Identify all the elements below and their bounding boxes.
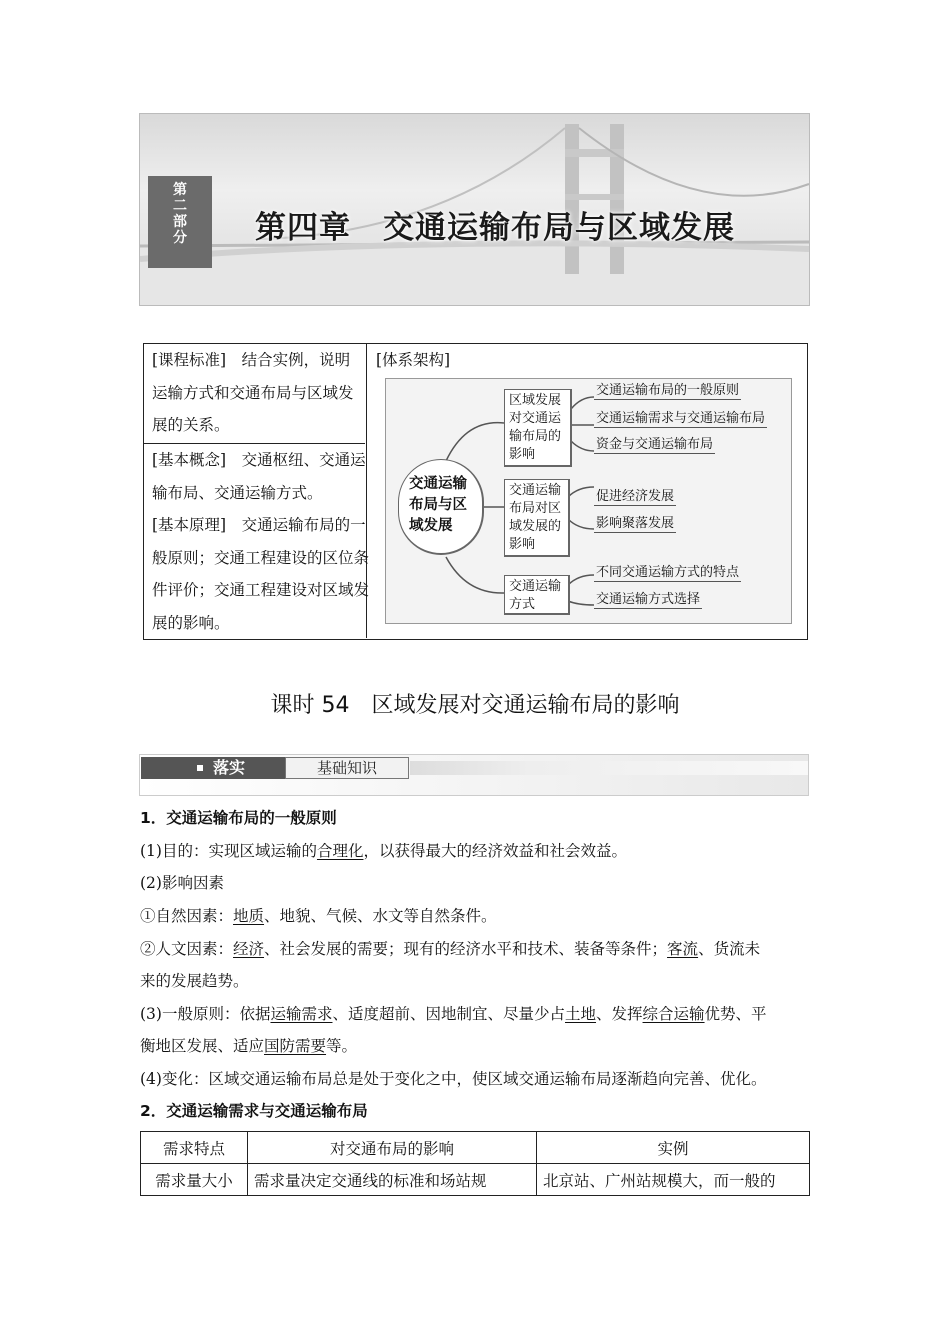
leaf-mode-characteristics: 不同交通运输方式的特点 bbox=[596, 565, 740, 580]
section-stripe bbox=[410, 761, 808, 775]
table-header-row bbox=[141, 1132, 810, 1164]
standard-text: 结合实例，说明运输方式和交通布局与区域发展的关系。 bbox=[152, 351, 354, 434]
leaf-general-principle: 交通运输布局的一般原则 bbox=[596, 383, 740, 398]
paragraph-human-factors-cont: 来的发展趋势。 bbox=[140, 972, 249, 990]
blank-answer: 综合运输 bbox=[642, 1005, 705, 1023]
chapter-banner bbox=[139, 113, 810, 306]
table-row bbox=[141, 1164, 810, 1196]
course-standard-cell bbox=[144, 344, 365, 444]
heading-general-principles: 1．交通运输布局的一般原则 bbox=[140, 809, 337, 827]
table-cell: 需求量大小 bbox=[141, 1164, 248, 1196]
paragraph-human-factors: ②人文因素：经济、社会发展的需要；现有的经济水平和技术、装备等条件；客流、货流未 bbox=[140, 940, 761, 958]
branch-transport-mode-node: 交通运输方式 bbox=[504, 575, 570, 615]
principle-tag: [基本原理] bbox=[152, 516, 227, 534]
heading-demand-layout: 2．交通运输需求与交通运输布局 bbox=[140, 1102, 368, 1120]
branch-regional-impact-node: 区域发展对交通运输布局的影响 bbox=[504, 389, 572, 467]
section-bar bbox=[139, 754, 809, 796]
concept-tag: [基本概念] bbox=[152, 451, 227, 469]
demand-table bbox=[140, 1131, 810, 1196]
diagram-center-node: 交通运输布局与区域发展 bbox=[398, 459, 484, 555]
paragraph-general-principles-cont: 衡地区发展、适应国防需要等。 bbox=[140, 1037, 358, 1055]
paragraph-natural-factors: ①自然因素：地质、地貌、气候、水文等自然条件。 bbox=[140, 907, 497, 925]
branch-transport-impact-node: 交通运输布局对区域发展的影响 bbox=[504, 479, 570, 557]
curriculum-left-column bbox=[144, 344, 370, 638]
paragraph-purpose: (1)目的：实现区域运输的合理化，以获得最大的经济效益和社会效益。 bbox=[140, 842, 627, 860]
diagram-label: [体系架构] bbox=[376, 351, 451, 369]
leaf-economic-growth: 促进经济发展 bbox=[596, 489, 675, 504]
table-cell: 需求量决定交通线的标准和场站规 bbox=[248, 1164, 537, 1196]
table-header-cell: 需求特点 bbox=[141, 1132, 248, 1164]
concept-text: 交通枢纽、交通运输布局、交通运输方式。 bbox=[152, 451, 366, 502]
system-diagram bbox=[385, 378, 792, 624]
blank-answer: 运输需求 bbox=[270, 1005, 333, 1023]
principle-text: 交通运输布局的一般原则；交通工程建设的区位条件评价；交通工程建设对区域发展的影响。 bbox=[152, 516, 370, 632]
concept-principle-cell bbox=[144, 444, 380, 639]
table-cell: 北京站、广州站规模大，而一般的 bbox=[537, 1164, 810, 1196]
square-bullet-icon bbox=[197, 765, 203, 771]
section-label: 基础知识 bbox=[285, 757, 409, 779]
lesson-title: 课时 54 区域发展对交通运输布局的影响 bbox=[270, 693, 680, 718]
table-header-cell: 对交通布局的影响 bbox=[248, 1132, 537, 1164]
paragraph-general-principles: (3)一般原则：依据运输需求、适度超前、因地制宜、尽量少占土地、发挥综合运输优势、平 bbox=[140, 1005, 767, 1023]
table-header-cell: 实例 bbox=[537, 1132, 810, 1164]
leaf-demand-layout: 交通运输需求与交通运输布局 bbox=[596, 411, 766, 426]
chapter-title: 第四章 交通运输布局与区域发展 bbox=[255, 210, 735, 246]
blank-answer: 土地 bbox=[565, 1005, 597, 1023]
paragraph-factors-title: (2)影响因素 bbox=[140, 874, 224, 892]
paragraph-change: (4)变化：区域交通运输布局总是处于变化之中，使区域交通运输布局逐渐趋向完善、优化。 bbox=[140, 1070, 767, 1088]
leaf-funding-layout: 资金与交通运输布局 bbox=[596, 437, 714, 452]
leaf-mode-selection: 交通运输方式选择 bbox=[596, 592, 701, 607]
blank-answer: 合理化 bbox=[316, 842, 364, 860]
blank-answer: 国防需要 bbox=[264, 1037, 327, 1055]
blank-answer: 经济 bbox=[233, 940, 265, 958]
section-tag: 落实 bbox=[141, 757, 285, 779]
leaf-settlement-development: 影响聚落发展 bbox=[596, 516, 675, 531]
part-label: 第二部分 bbox=[148, 176, 212, 268]
blank-answer: 客流 bbox=[667, 940, 699, 958]
standard-tag: [课程标准] bbox=[152, 351, 227, 369]
curriculum-table bbox=[143, 343, 808, 640]
blank-answer: 地质 bbox=[233, 907, 265, 925]
